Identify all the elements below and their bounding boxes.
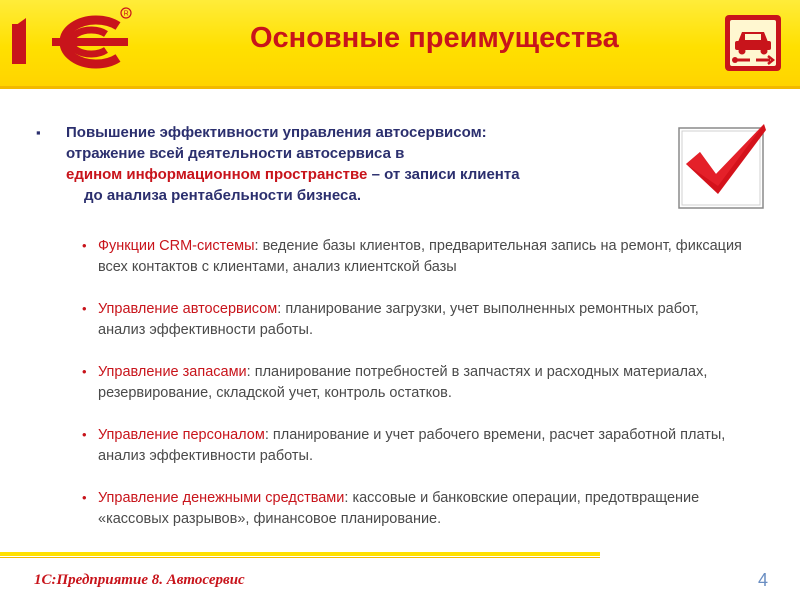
intro-line-3	[66, 164, 616, 185]
feature-label: Управление персоналом	[98, 427, 265, 443]
intro-line-2: отражение всей деятельности автосервиса в	[66, 145, 405, 162]
intro-line-3-rest: – от записи клиента	[367, 166, 520, 183]
feature-label: Управление автосервисом	[98, 301, 278, 317]
features-list	[82, 236, 742, 551]
feature-label: Управление запасами	[98, 364, 247, 380]
bullet-dot-icon: •	[82, 364, 87, 379]
intro-line-1: Повышение эффективности управления автосервисом:	[66, 124, 487, 141]
bullet-square-icon: ▪	[36, 125, 41, 140]
footer-product-name: 1С:Предприятие 8. Автосервис	[34, 572, 245, 588]
feature-text: : планирование загрузки, учет выполненных ремонтных работ, анализ эффективности работы.	[98, 301, 699, 338]
footer-divider	[0, 552, 600, 556]
page-number: 4	[758, 570, 769, 590]
svg-text:R: R	[123, 10, 129, 18]
header-divider	[0, 86, 800, 89]
intro-line-4: до анализа рентабельности бизнеса.	[84, 187, 362, 204]
footer-divider-thin	[0, 557, 600, 558]
slide-title: Основные преимущества	[250, 22, 619, 54]
feature-text: : ведение базы клиентов, предварительная запись на ремонт, фиксация всех контактов с клиентами, анализ клиентской базы	[98, 238, 742, 275]
feature-label: Управление денежными средствами	[98, 490, 345, 506]
bullet-dot-icon: •	[82, 301, 87, 316]
1c-logo	[6, 4, 136, 74]
list-item	[82, 488, 742, 530]
bullet-dot-icon: •	[82, 238, 87, 253]
list-item	[82, 236, 742, 278]
checkmark-icon	[678, 124, 768, 210]
bullet-dot-icon: •	[82, 427, 87, 442]
feature-text: : планирование и учет рабочего времени, расчет заработной платы, анализ эффективности работы.	[98, 427, 726, 464]
feature-label: Функции CRM-системы	[98, 238, 255, 254]
bullet-dot-icon: •	[82, 490, 87, 505]
feature-text: : планирование потребностей в запчастях и расходных материалах, резервирование, складской учет, контроль остатков.	[98, 364, 708, 401]
list-item	[82, 362, 742, 404]
car-service-icon	[724, 14, 782, 72]
list-item	[82, 299, 742, 341]
list-item	[82, 425, 742, 467]
intro-highlight: едином информационном пространстве	[66, 166, 368, 183]
feature-text: : кассовые и банковские операции, предотвращение «кассовых разрывов», финансовое планирование.	[98, 490, 700, 527]
